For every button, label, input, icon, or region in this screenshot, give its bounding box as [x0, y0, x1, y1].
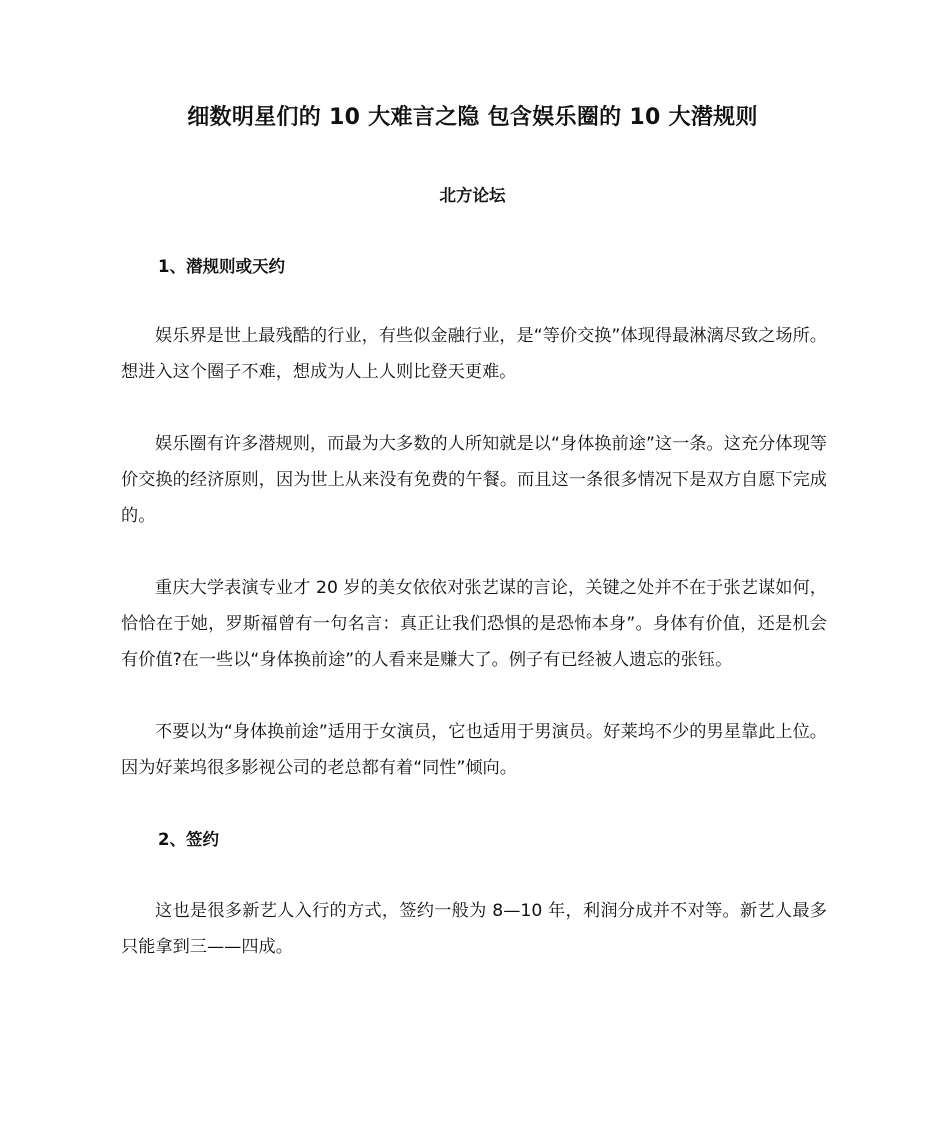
section-heading-1: 1、潜规则或天约 [158, 257, 285, 276]
paragraph-2-1: 这也是很多新艺人入行的方式，签约一般为 8—10 年，利润分成并不对等。新艺人最多只能拿到三——四成。 [121, 901, 827, 957]
section-heading-2: 2、签约 [158, 830, 219, 849]
document-source: 北方论坛 [439, 186, 506, 205]
paragraph-1-3: 重庆大学表演专业才 20 岁的美女依依对张艺谋的言论，关键之处并不在于张艺谋如何，恰恰在于她，罗斯福曾有一句名言：真正让我们恐惧的是恐怖本身”。身体有价值，还是机会有价值?在一些以“身体换前途”的人看来是赚大了。例子有已经被人遗忘的张钰。 [121, 578, 827, 670]
paragraph-1-1: 娱乐界是世上最残酷的行业，有些似金融行业，是“等价交换”体现得最淋漓尽致之场所。想进入这个圈子不难，想成为人上人则比登天更难。 [121, 326, 827, 382]
paragraph-1-2: 娱乐圈有许多潜规则，而最为大多数的人所知就是以“身体换前途”这一条。这充分体现等价交换的经济原则，因为世上从来没有免费的午餐。而且这一条很多情况下是双方自愿下完成的。 [121, 434, 827, 526]
paragraph-1-4: 不要以为“身体换前途”适用于女演员，它也适用于男演员。好莱坞不少的男星靠此上位。因为好莱坞很多影视公司的老总都有着“同性”倾向。 [121, 722, 827, 778]
document-title: 细数明星们的 10 大难言之隐 包含娱乐圈的 10 大潜规则 [187, 105, 758, 130]
